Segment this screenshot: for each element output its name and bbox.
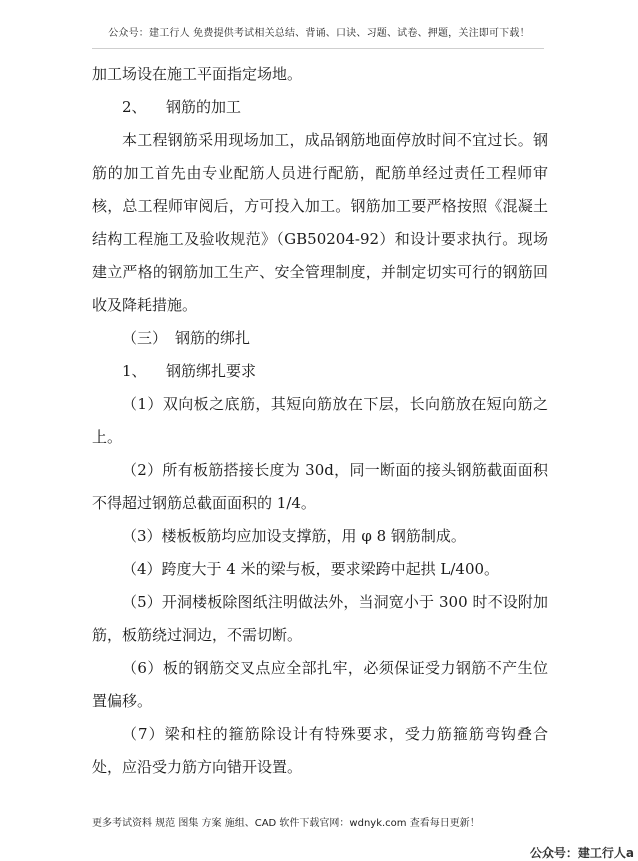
heading-number: 1、 [122,362,147,380]
heading-text: 钢筋的加工 [166,98,242,116]
heading-binding [92,322,548,355]
heading-text: 钢筋的绑扎 [175,329,251,347]
page-footer: 更多考试资料 规范 图集 方案 施组、CAD 软件下载官网：wdnyk.com 查看每日更新！ [92,818,480,829]
list-item: （6）板的钢筋交叉点应全部扎牢，必须保证受力钢筋不产生位置偏移。 [92,659,548,710]
list-item: （4）跨度大于 4 米的梁与板，要求梁跨中起拱 L/400。 [122,560,500,578]
page-header: 公众号：建工行人 免费提供考试相关总结、背诵、口诀、习题、试卷、押题，关注即可下载！ [108,28,530,39]
heading-text: 钢筋绑扎要求 [166,362,257,380]
paragraph-processing: 本工程钢筋采用现场加工，成品钢筋地面停放时间不宜过长。钢筋的加工首先由专业配筋人员进行配筋，配筋单经过责任工程师审核，总工程师审阅后，方可投入加工。钢筋加工要严格按照《混凝土结构工程施工及验收规范》（GB50204-92）和设计要求执行。现场建立严格的钢筋加工生产、安全管理制度，并制定切实可行的钢筋回收及降耗措施。 [92,131,548,314]
heading-binding-requirements [92,355,548,388]
heading-number: 2、 [122,98,147,116]
document-body [92,58,548,784]
heading-number: （三） [122,329,168,347]
list-item: （2）所有板筋搭接长度为 30d，同一断面的接头钢筋截面面积不得超过钢筋总截面面积的 1/4。 [92,461,548,512]
heading-processing [92,91,548,124]
paragraph-site: 加工场设在施工平面指定场地。 [92,65,303,83]
watermark: 公众号：建工行人a [529,846,634,860]
list-item: （7）梁和柱的箍筋除设计有特殊要求，受力筋箍筋弯钩叠合处，应沿受力筋方向错开设置。 [92,725,548,776]
header-divider [92,48,544,49]
list-item: （1）双向板之底筋，其短向筋放在下层，长向筋放在短向筋之上。 [92,395,548,446]
list-item: （3）楼板板筋均应加设支撑筋，用 φ 8 钢筋制成。 [122,527,466,545]
list-item: （5）开洞楼板除图纸注明做法外，当洞宽小于 300 时不设附加筋，板筋绕过洞边，不需切断。 [92,593,548,644]
